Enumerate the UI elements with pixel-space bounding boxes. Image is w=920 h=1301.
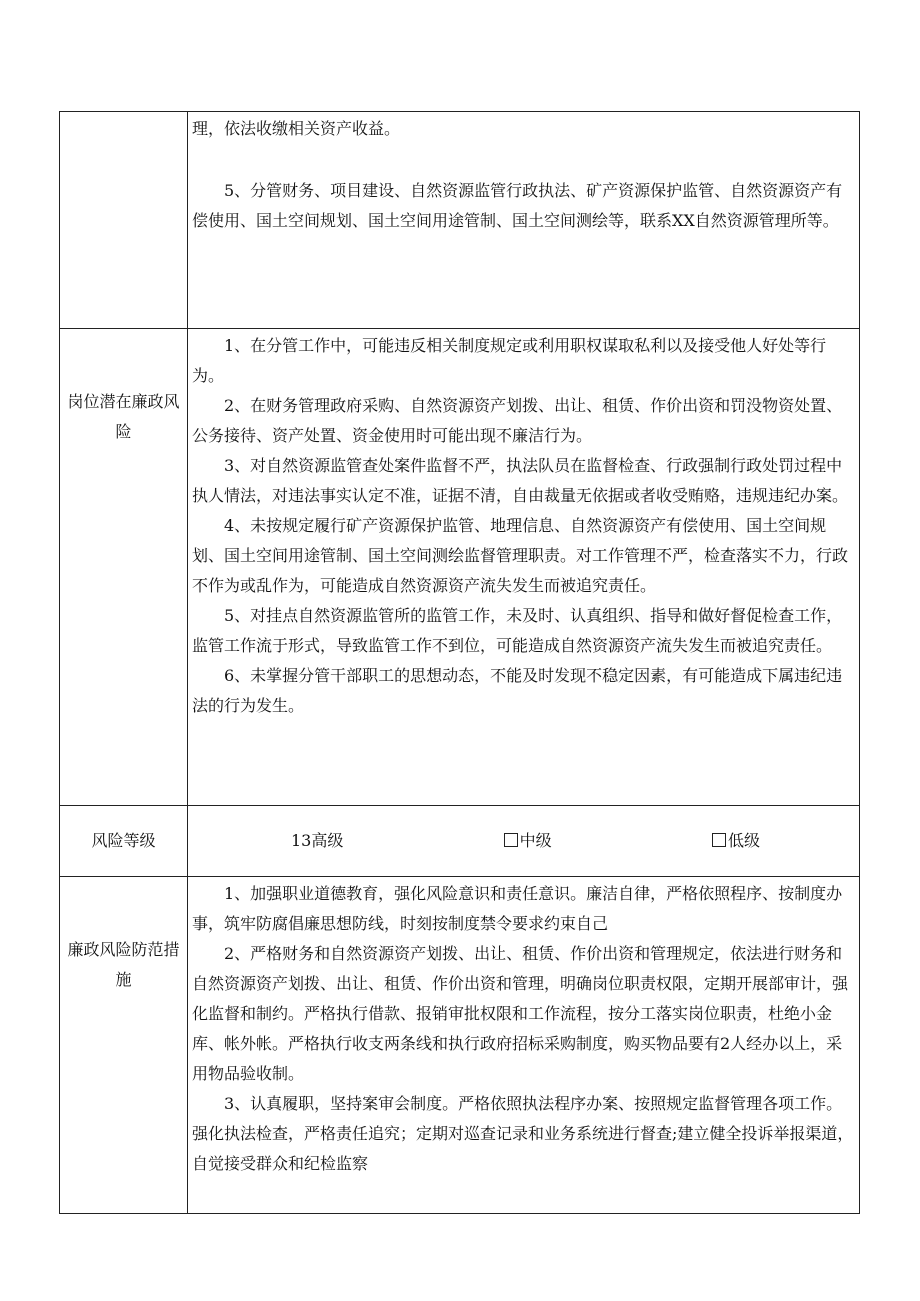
measures-cell <box>188 877 860 1214</box>
risk-paragraph: 1、在分管工作中，可能违反相关制度规定或利用职权谋取私利以及接受他人好处等行为。 <box>192 336 827 385</box>
risk-paragraph: 5、对挂点自然资源监管所的监管工作，未及时、认真组织、指导和做好督促检查工作，监管工作流于形式，导致监管工作不到位，可能造成自然资源资产流失发生而被追究责任。 <box>192 606 843 655</box>
table-row <box>60 806 860 877</box>
row-label-empty <box>60 112 188 329</box>
duties-paragraph: 理，依法收缴相关资产收益。 <box>192 119 401 138</box>
risk-paragraph: 2、在财务管理政府采购、自然资源资产划拨、出让、租赁、作价出资和罚没物资处置、公务接待、资产处置、资金使用时可能出现不廉洁行为。 <box>192 396 843 445</box>
row-label-text: 岗位潜在廉政风险 <box>67 392 180 441</box>
row-label-text: 廉政风险防范措施 <box>67 940 180 989</box>
risk-paragraph: 3、对自然资源监管查处案件监督不严，执法队员在监督检查、行政强制行政处罚过程中执人情法，对违法事实认定不准，证据不清，自由裁量无依据或者收受贿赂，违规违纪办案。 <box>192 456 849 505</box>
level-mid: 中级 <box>504 826 552 856</box>
risk-paragraph: 4、未按规定履行矿产资源保护监管、地理信息、自然资源资产有偿使用、国土空间规划、国土空间用途管制、国土空间测绘监督管理职责。对工作管理不严，检查落实不力，行政不作为或乱作为，可能造成自然资源资产流失发生而被追究责任。 <box>192 516 849 595</box>
risk-level-options <box>188 826 859 856</box>
risks-cell <box>188 329 860 806</box>
table-row <box>60 329 860 806</box>
table-row <box>60 877 860 1214</box>
table-row <box>60 112 860 329</box>
row-label-level <box>60 806 188 877</box>
measure-paragraph: 3、认真履职，坚持案审会制度。严格依照执法程序办案、按照规定监督管理各项工作。强化执法检查，严格责任追究；定期对巡查记录和业务系统进行督查;建立健全投诉举报渠道，自觉接受群众和纪检监察 <box>192 1094 854 1173</box>
level-high: 13高级 <box>291 831 344 850</box>
measure-paragraph: 1、加强职业道德教育，强化风险意识和责任意识。廉洁自律，严格依照程序、按制度办事，筑牢防腐倡廉思想防线，时刻按制度禁令要求约束自己 <box>192 884 843 933</box>
measure-paragraph: 2、严格财务和自然资源资产划拨、出让、租赁、作价出资和管理规定，依法进行财务和自然资源资产划拨、出让、租赁、作价出资和管理，明确岗位职责权限，定期开展部审计，强化监督和制约。严格执行借款、报销审批权限和工作流程，按分工落实岗位职责，杜绝小金库、帐外帐。严格执行收支两条线和执行政府招标采购制度，购买物品要有2人经办以上，采用物品验收制。 <box>192 944 849 1083</box>
checkbox-icon <box>712 833 726 847</box>
duties-paragraph: 5、分管财务、项目建设、自然资源监管行政执法、矿产资源保护监管、自然资源资产有偿使用、国土空间规划、国土空间用途管制、国土空间测绘等，联系XX自然资源管理所等。 <box>192 181 843 230</box>
row-label-text: 风险等级 <box>91 831 156 850</box>
risk-table <box>59 111 860 1214</box>
level-low: 低级 <box>712 826 760 856</box>
duties-continuation-cell <box>188 112 860 329</box>
risk-level-cell <box>188 806 860 877</box>
risk-paragraph: 6、未掌握分管干部职工的思想动态，不能及时发现不稳定因素，有可能造成下属违纪违法的行为发生。 <box>192 666 843 715</box>
row-label-measures <box>60 877 188 1214</box>
row-label-risks <box>60 329 188 806</box>
checkbox-icon <box>504 833 518 847</box>
